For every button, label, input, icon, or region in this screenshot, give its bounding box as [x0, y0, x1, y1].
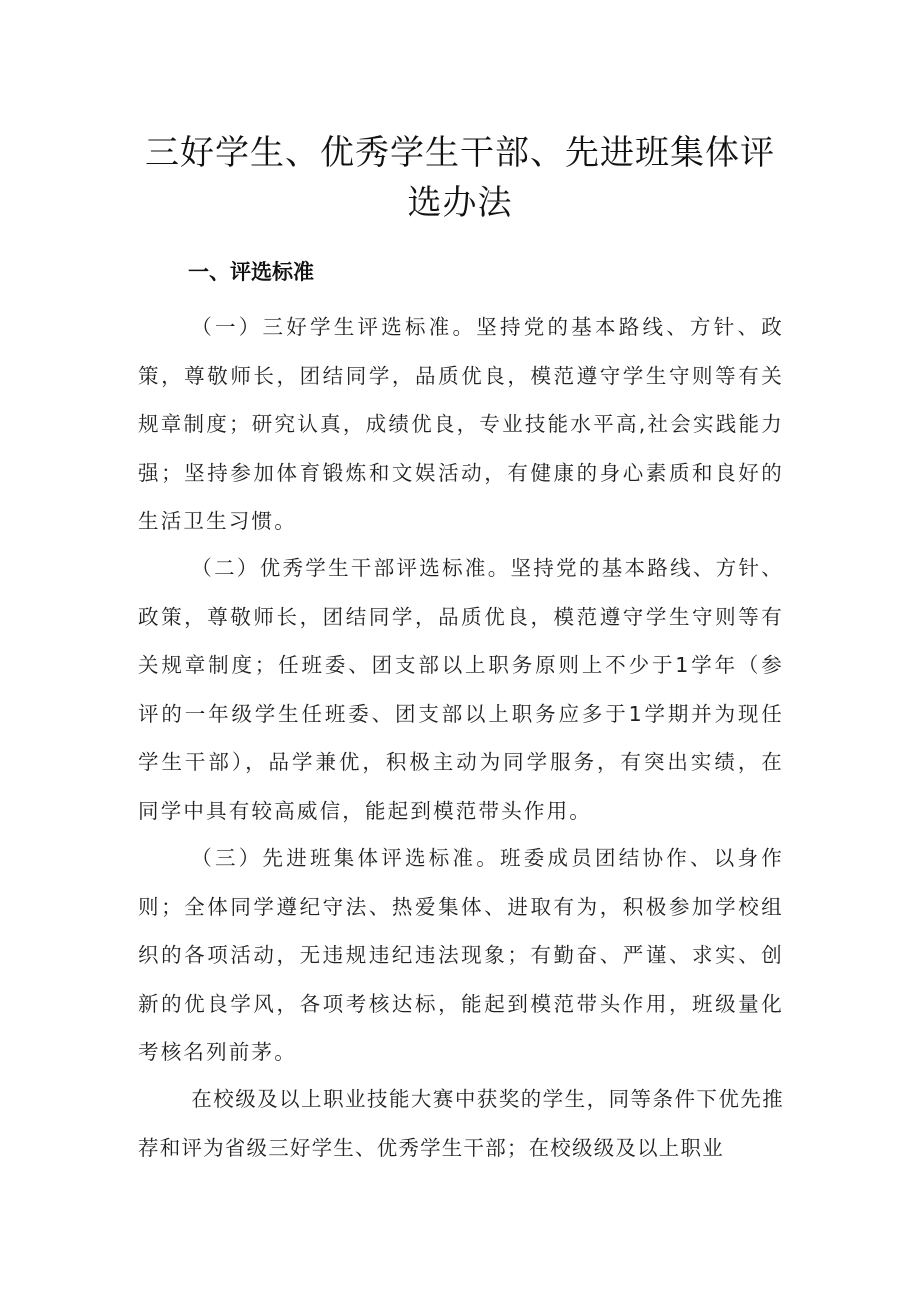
- paragraph-skills-competition: 在校级及以上职业技能大赛中获奖的学生，同等条件下优先推荐和评为省级三好学生、优秀学生干部；在校级级及以上职业: [138, 1087, 784, 1160]
- paragraph-cadre-standard: （二）优秀学生干部评选标准。坚持党的基本路线、方针、政策，尊敬师长，团结同学，品质优良，模范遵守学生守则等有关规章制度；任班委、团支部以上职务原则上不少于1学年（参评的一年级学生任班委、团支部以上职务应多于1学期并为现任学生干部），品学兼优，积极主动为同学服务，有突出实绩，在同学中具有较高威信，能起到模范带头作用。: [138, 556, 784, 823]
- document-title: 三好学生、优秀学生干部、先进班集体评选办法: [145, 133, 775, 223]
- paragraph-sanhao-standard: （一）三好学生评选标准。坚持党的基本路线、方针、政策，尊敬师长，团结同学，品质优良，模范遵守学生守则等有关规章制度；研究认真，成绩优良，专业技能水平高,社会实践能力强；坚持参加体育锻炼和文娱活动，有健康的身心素质和良好的生活卫生习惯。: [138, 315, 784, 533]
- section-heading: 一、评选标准: [188, 260, 314, 284]
- paragraph-class-standard: （三）先进班集体评选标准。班委成员团结协作、以身作则；全体同学遵纪守法、热爱集体、进取有为，积极参加学校组织的各项活动，无违规违纪违法现象；有勤奋、严谨、求实、创新的优良学风，各项考核达标，能起到模范带头作用，班级量化考核名列前茅。: [138, 846, 784, 1064]
